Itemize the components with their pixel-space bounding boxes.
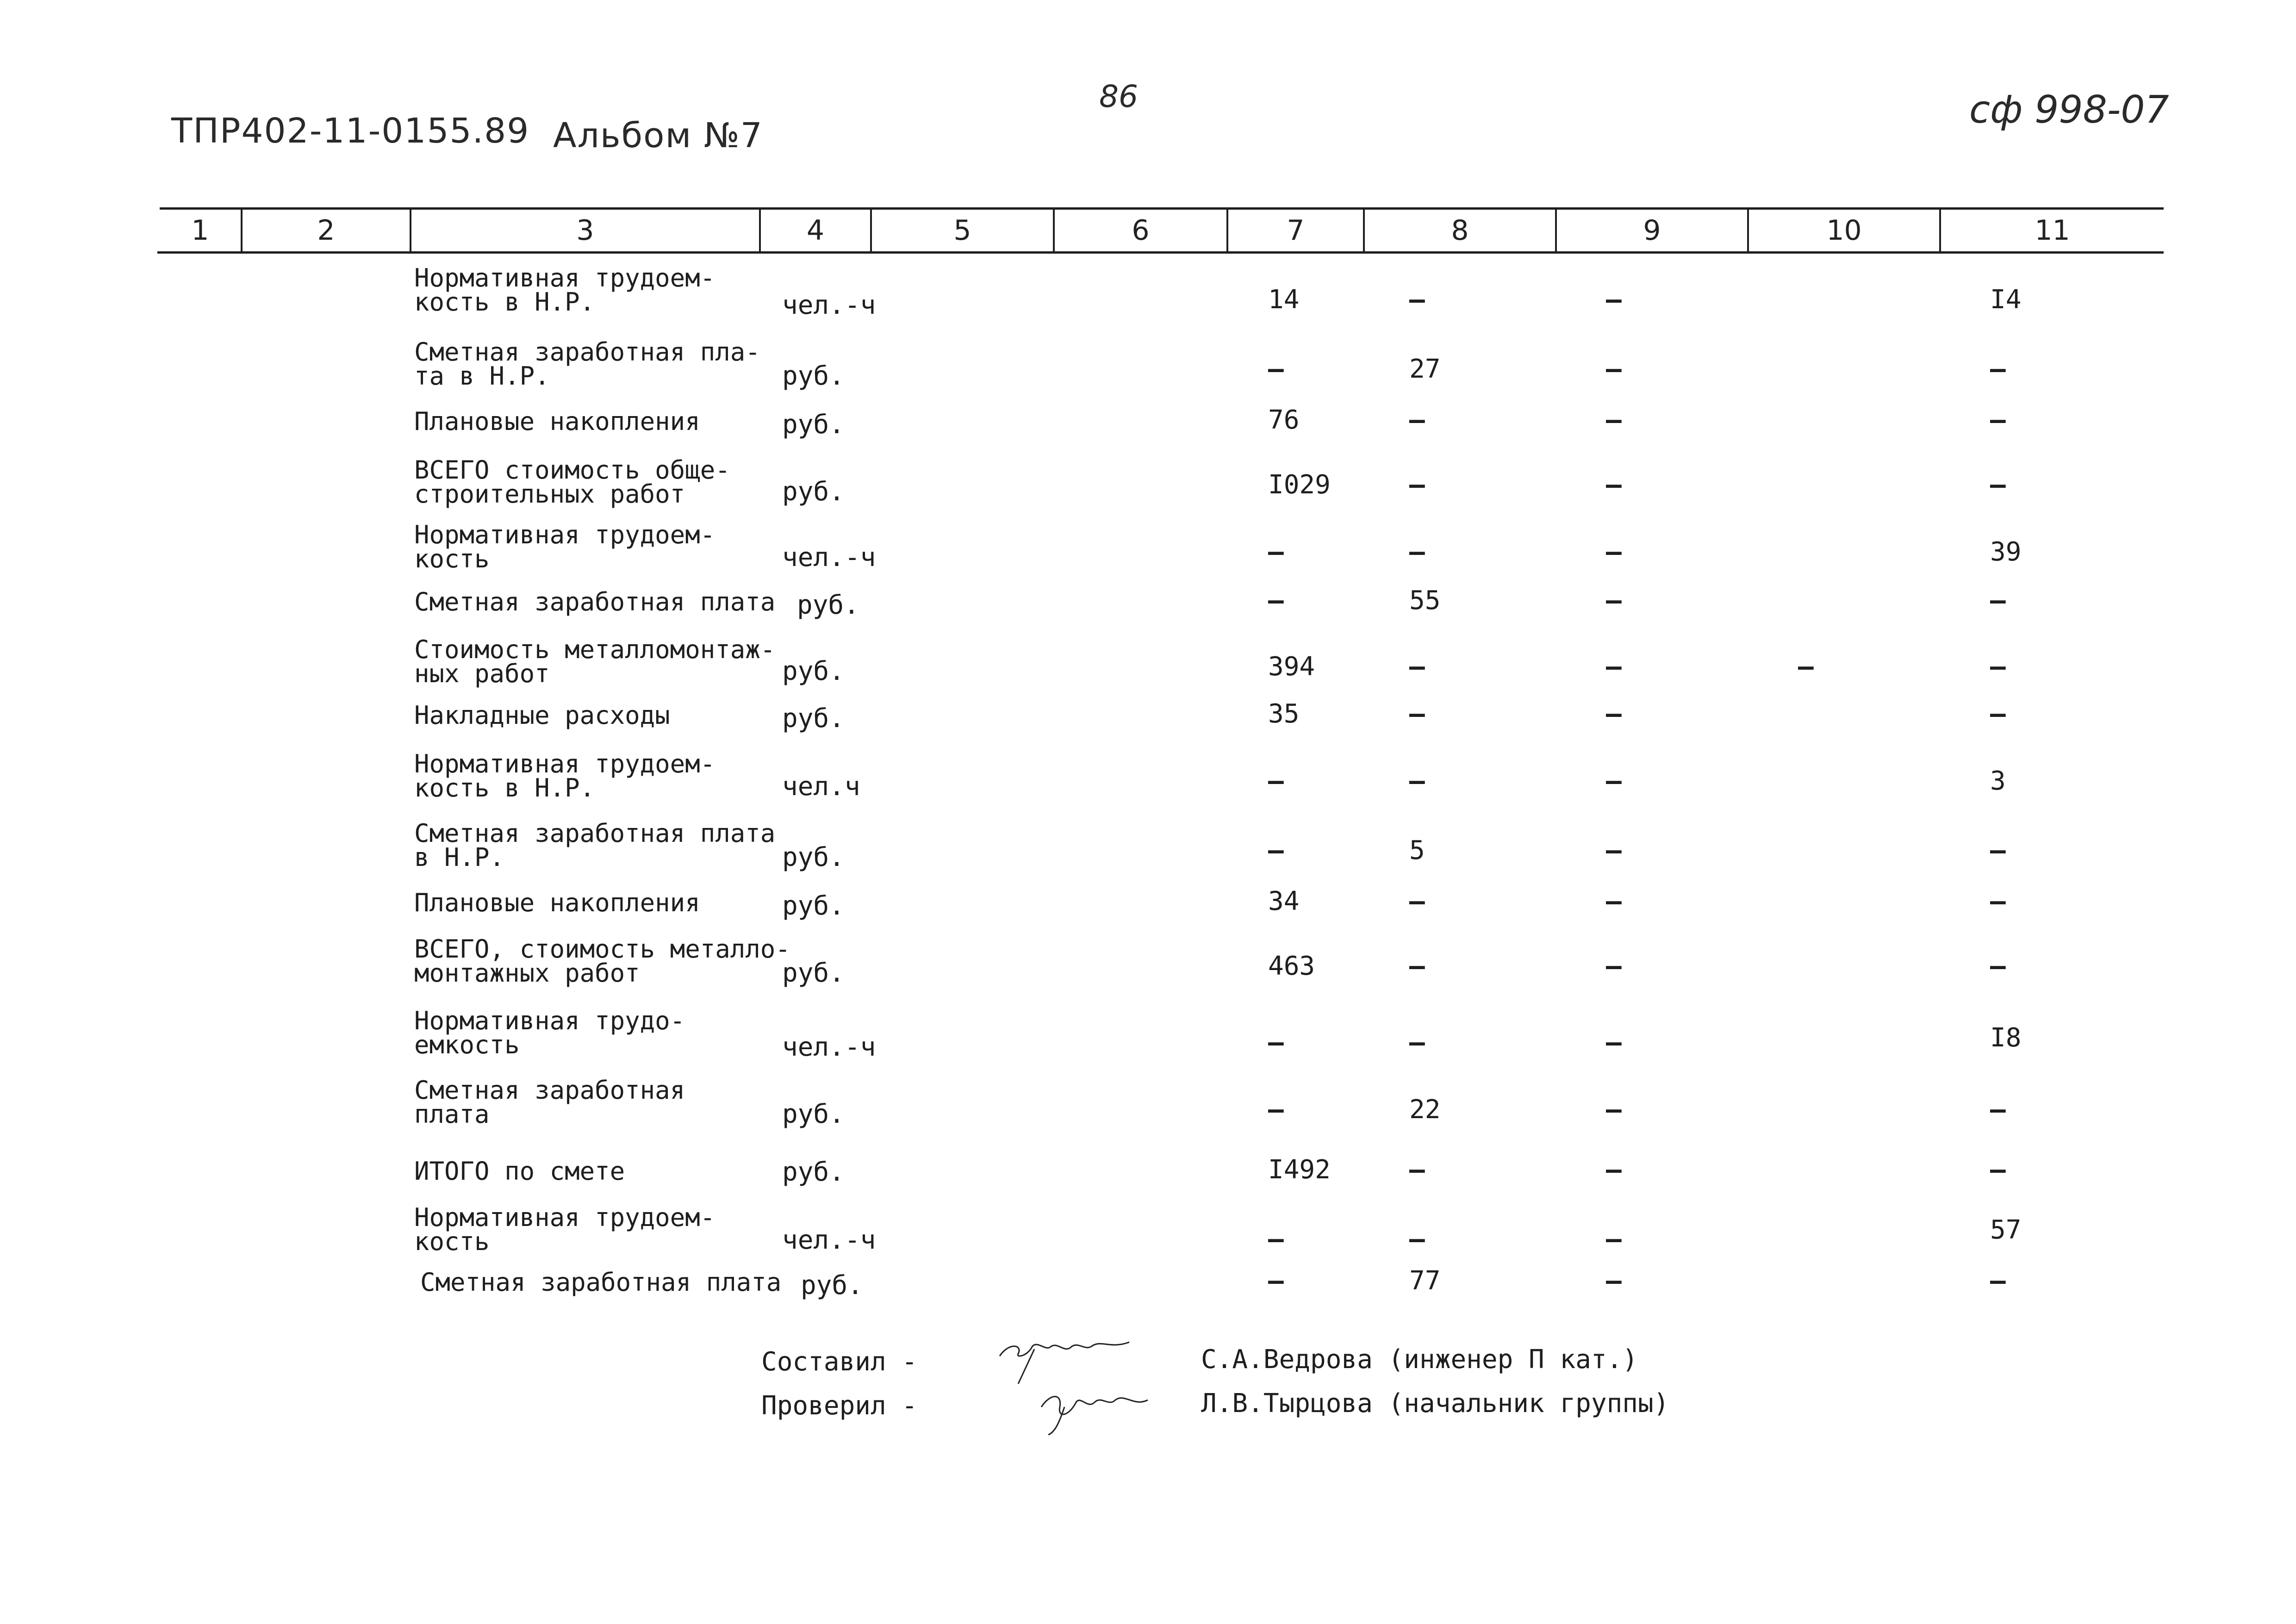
description-line: Сметная заработная плата bbox=[414, 587, 776, 616]
row-description bbox=[414, 455, 730, 509]
column-number: 4 bbox=[806, 214, 825, 247]
col8-cell: – bbox=[1409, 886, 1425, 916]
column-number: 8 bbox=[1451, 214, 1469, 247]
col8-cell: – bbox=[1409, 405, 1425, 435]
unit-cell: руб. bbox=[782, 703, 845, 734]
col7-cell: 34 bbox=[1268, 886, 1300, 916]
checked-by-name: Л.В.Тырцова (начальник группы) bbox=[1201, 1388, 1669, 1419]
album-number: Альбом №7 bbox=[553, 116, 763, 156]
row-description bbox=[414, 821, 775, 870]
col11-cell: – bbox=[1990, 951, 2006, 981]
unit-cell: чел.-ч bbox=[782, 290, 876, 320]
unit-cell: чел.-ч bbox=[782, 1032, 876, 1062]
description-line: кость в Н.Р. bbox=[414, 773, 595, 803]
col7-cell: 394 bbox=[1268, 652, 1315, 682]
col10-cell: – bbox=[1798, 652, 1814, 682]
col8-cell: 5 bbox=[1409, 835, 1425, 865]
col8-cell: – bbox=[1409, 1155, 1425, 1185]
col11-cell: 39 bbox=[1990, 537, 2022, 567]
col11-cell: – bbox=[1990, 470, 2006, 500]
col9-cell: – bbox=[1606, 886, 1622, 916]
description-line: Нормативная трудоем- bbox=[414, 749, 716, 778]
col9-cell: – bbox=[1606, 699, 1622, 729]
description-line: Сметная заработная пла- bbox=[414, 337, 760, 367]
col7-cell: – bbox=[1268, 766, 1284, 796]
compiled-by-name: С.А.Ведрова (инженер П кат.) bbox=[1201, 1344, 1638, 1375]
unit-cell: чел.ч bbox=[782, 772, 860, 802]
unit-cell: руб. bbox=[782, 842, 845, 872]
unit-cell: руб. bbox=[801, 1270, 863, 1300]
description-line: Плановые накопления bbox=[414, 888, 700, 917]
description-line: ВСЕГО стоимость обще- bbox=[414, 455, 730, 485]
col11-cell: 3 bbox=[1990, 766, 2006, 796]
description-line: ных работ bbox=[414, 659, 550, 688]
compiled-by-label: Составил - bbox=[761, 1347, 918, 1377]
row-description bbox=[414, 1157, 625, 1186]
description-line: Нормативная трудоем- bbox=[414, 1203, 716, 1232]
col7-cell: I492 bbox=[1268, 1155, 1331, 1185]
col9-cell: – bbox=[1606, 835, 1622, 865]
row-description bbox=[414, 1203, 716, 1256]
column-number: 9 bbox=[1643, 214, 1661, 247]
checker-signature bbox=[1037, 1375, 1157, 1439]
checked-by-label: Проверил - bbox=[761, 1391, 918, 1421]
unit-cell: чел.-ч bbox=[782, 542, 876, 572]
col7-cell: 35 bbox=[1268, 699, 1300, 729]
row-description bbox=[414, 703, 670, 728]
col11-cell: – bbox=[1990, 652, 2006, 682]
description-line: та в Н.Р. bbox=[414, 361, 550, 391]
col8-cell: 22 bbox=[1409, 1095, 1441, 1125]
col8-cell: 77 bbox=[1409, 1266, 1441, 1296]
col7-cell: – bbox=[1268, 1224, 1284, 1254]
col7-cell: – bbox=[1268, 1027, 1284, 1058]
description-line: Накладные расходы bbox=[414, 701, 670, 730]
col8-cell: – bbox=[1409, 1027, 1425, 1058]
column-number: 5 bbox=[953, 214, 971, 247]
col9-cell: – bbox=[1606, 1155, 1622, 1185]
description-line: монтажных работ bbox=[414, 958, 640, 988]
col9-cell: – bbox=[1606, 285, 1622, 315]
row-description bbox=[414, 337, 760, 391]
description-line: ВСЕГО, стоимость металло- bbox=[414, 934, 790, 964]
description-line: Сметная заработная плата bbox=[420, 1268, 782, 1297]
row-description bbox=[414, 407, 700, 436]
col8-cell: – bbox=[1409, 652, 1425, 682]
col9-cell: – bbox=[1606, 766, 1622, 796]
column-number: 2 bbox=[317, 214, 335, 247]
unit-cell: руб. bbox=[782, 1157, 845, 1187]
col11-cell: 57 bbox=[1990, 1215, 2022, 1245]
col7-cell: – bbox=[1268, 835, 1284, 865]
col8-cell: 27 bbox=[1409, 354, 1441, 384]
unit-cell: руб. bbox=[782, 656, 845, 686]
unit-cell: руб. bbox=[797, 590, 859, 620]
col11-cell: – bbox=[1990, 886, 2006, 916]
column-number: 6 bbox=[1132, 214, 1150, 247]
col7-cell: – bbox=[1268, 585, 1284, 616]
row-description bbox=[414, 263, 716, 317]
unit-cell: руб. bbox=[782, 477, 845, 507]
col9-cell: – bbox=[1606, 470, 1622, 500]
col11-cell: – bbox=[1990, 354, 2006, 384]
description-line: кость в Н.Р. bbox=[414, 287, 595, 317]
document-code: ТПР402-11-0155.89 bbox=[171, 111, 530, 151]
unit-cell: руб. bbox=[782, 1099, 845, 1129]
description-line: Стоимость металломонтаж- bbox=[414, 635, 776, 664]
unit-cell: чел.-ч bbox=[782, 1225, 876, 1255]
description-line: Сметная заработная плата bbox=[414, 819, 776, 848]
column-number: 7 bbox=[1287, 214, 1305, 247]
column-number: 1 bbox=[191, 214, 209, 247]
col9-cell: – bbox=[1606, 652, 1622, 682]
col9-cell: – bbox=[1606, 1224, 1622, 1254]
row-description bbox=[414, 1076, 685, 1129]
col7-cell: – bbox=[1268, 354, 1284, 384]
col11-cell: I4 bbox=[1990, 285, 2022, 315]
col8-cell: – bbox=[1409, 285, 1425, 315]
col11-cell: – bbox=[1990, 405, 2006, 435]
col9-cell: – bbox=[1606, 1266, 1622, 1296]
row-description bbox=[414, 934, 790, 988]
col11-cell: – bbox=[1990, 1266, 2006, 1296]
col11-cell: – bbox=[1990, 585, 2006, 616]
col11-cell: – bbox=[1990, 835, 2006, 865]
col9-cell: – bbox=[1606, 1095, 1622, 1125]
col9-cell: – bbox=[1606, 951, 1622, 981]
unit-cell: руб. bbox=[782, 891, 845, 921]
row-description bbox=[414, 749, 716, 803]
col7-cell: 463 bbox=[1268, 951, 1315, 981]
row-description bbox=[414, 587, 776, 616]
description-line: Нормативная трудоем- bbox=[414, 263, 716, 292]
col8-cell: 55 bbox=[1409, 585, 1441, 616]
col11-cell: – bbox=[1990, 1095, 2006, 1125]
row-description bbox=[414, 1006, 685, 1059]
col8-cell: – bbox=[1409, 766, 1425, 796]
description-line: Плановые накопления bbox=[414, 407, 700, 436]
col11-cell: I8 bbox=[1990, 1023, 2022, 1053]
row-description bbox=[414, 635, 776, 688]
col9-cell: – bbox=[1606, 585, 1622, 616]
description-line: Сметная заработная bbox=[414, 1076, 685, 1105]
description-line: емкость bbox=[414, 1030, 520, 1059]
col9-cell: – bbox=[1606, 354, 1622, 384]
description-line: плата bbox=[414, 1100, 490, 1129]
col8-cell: – bbox=[1409, 699, 1425, 729]
unit-cell: руб. bbox=[782, 361, 845, 391]
row-description bbox=[414, 520, 716, 573]
col11-cell: – bbox=[1990, 1155, 2006, 1185]
description-line: строительных работ bbox=[414, 479, 685, 509]
description-line: кость bbox=[414, 544, 490, 573]
col11-cell: – bbox=[1990, 699, 2006, 729]
col7-cell: – bbox=[1268, 1266, 1284, 1296]
col8-cell: – bbox=[1409, 951, 1425, 981]
row-description bbox=[414, 888, 700, 917]
column-number: 10 bbox=[1826, 214, 1862, 247]
unit-cell: руб. bbox=[782, 410, 845, 440]
col9-cell: – bbox=[1606, 537, 1622, 567]
description-line: Нормативная трудо- bbox=[414, 1006, 685, 1035]
col7-cell: I029 bbox=[1268, 470, 1331, 500]
col8-cell: – bbox=[1409, 470, 1425, 500]
column-number: 3 bbox=[576, 214, 594, 247]
row-description bbox=[420, 1268, 782, 1297]
unit-cell: руб. bbox=[782, 958, 845, 988]
description-line: Нормативная трудоем- bbox=[414, 520, 716, 549]
column-number: 11 bbox=[2035, 214, 2070, 247]
col9-cell: – bbox=[1606, 1027, 1622, 1058]
col8-cell: – bbox=[1409, 1224, 1425, 1254]
col7-cell: 76 bbox=[1268, 405, 1300, 435]
description-line: в Н.Р. bbox=[414, 843, 505, 872]
col7-cell: 14 bbox=[1268, 285, 1300, 315]
col7-cell: – bbox=[1268, 1095, 1284, 1125]
description-line: кость bbox=[414, 1227, 490, 1256]
col9-cell: – bbox=[1606, 405, 1622, 435]
description-line: ИТОГО по смете bbox=[414, 1157, 625, 1186]
col7-cell: – bbox=[1268, 537, 1284, 567]
col8-cell: – bbox=[1409, 537, 1425, 567]
archive-code: сф 998-07 bbox=[1969, 88, 2169, 132]
page-number: 86 bbox=[1099, 79, 1138, 114]
